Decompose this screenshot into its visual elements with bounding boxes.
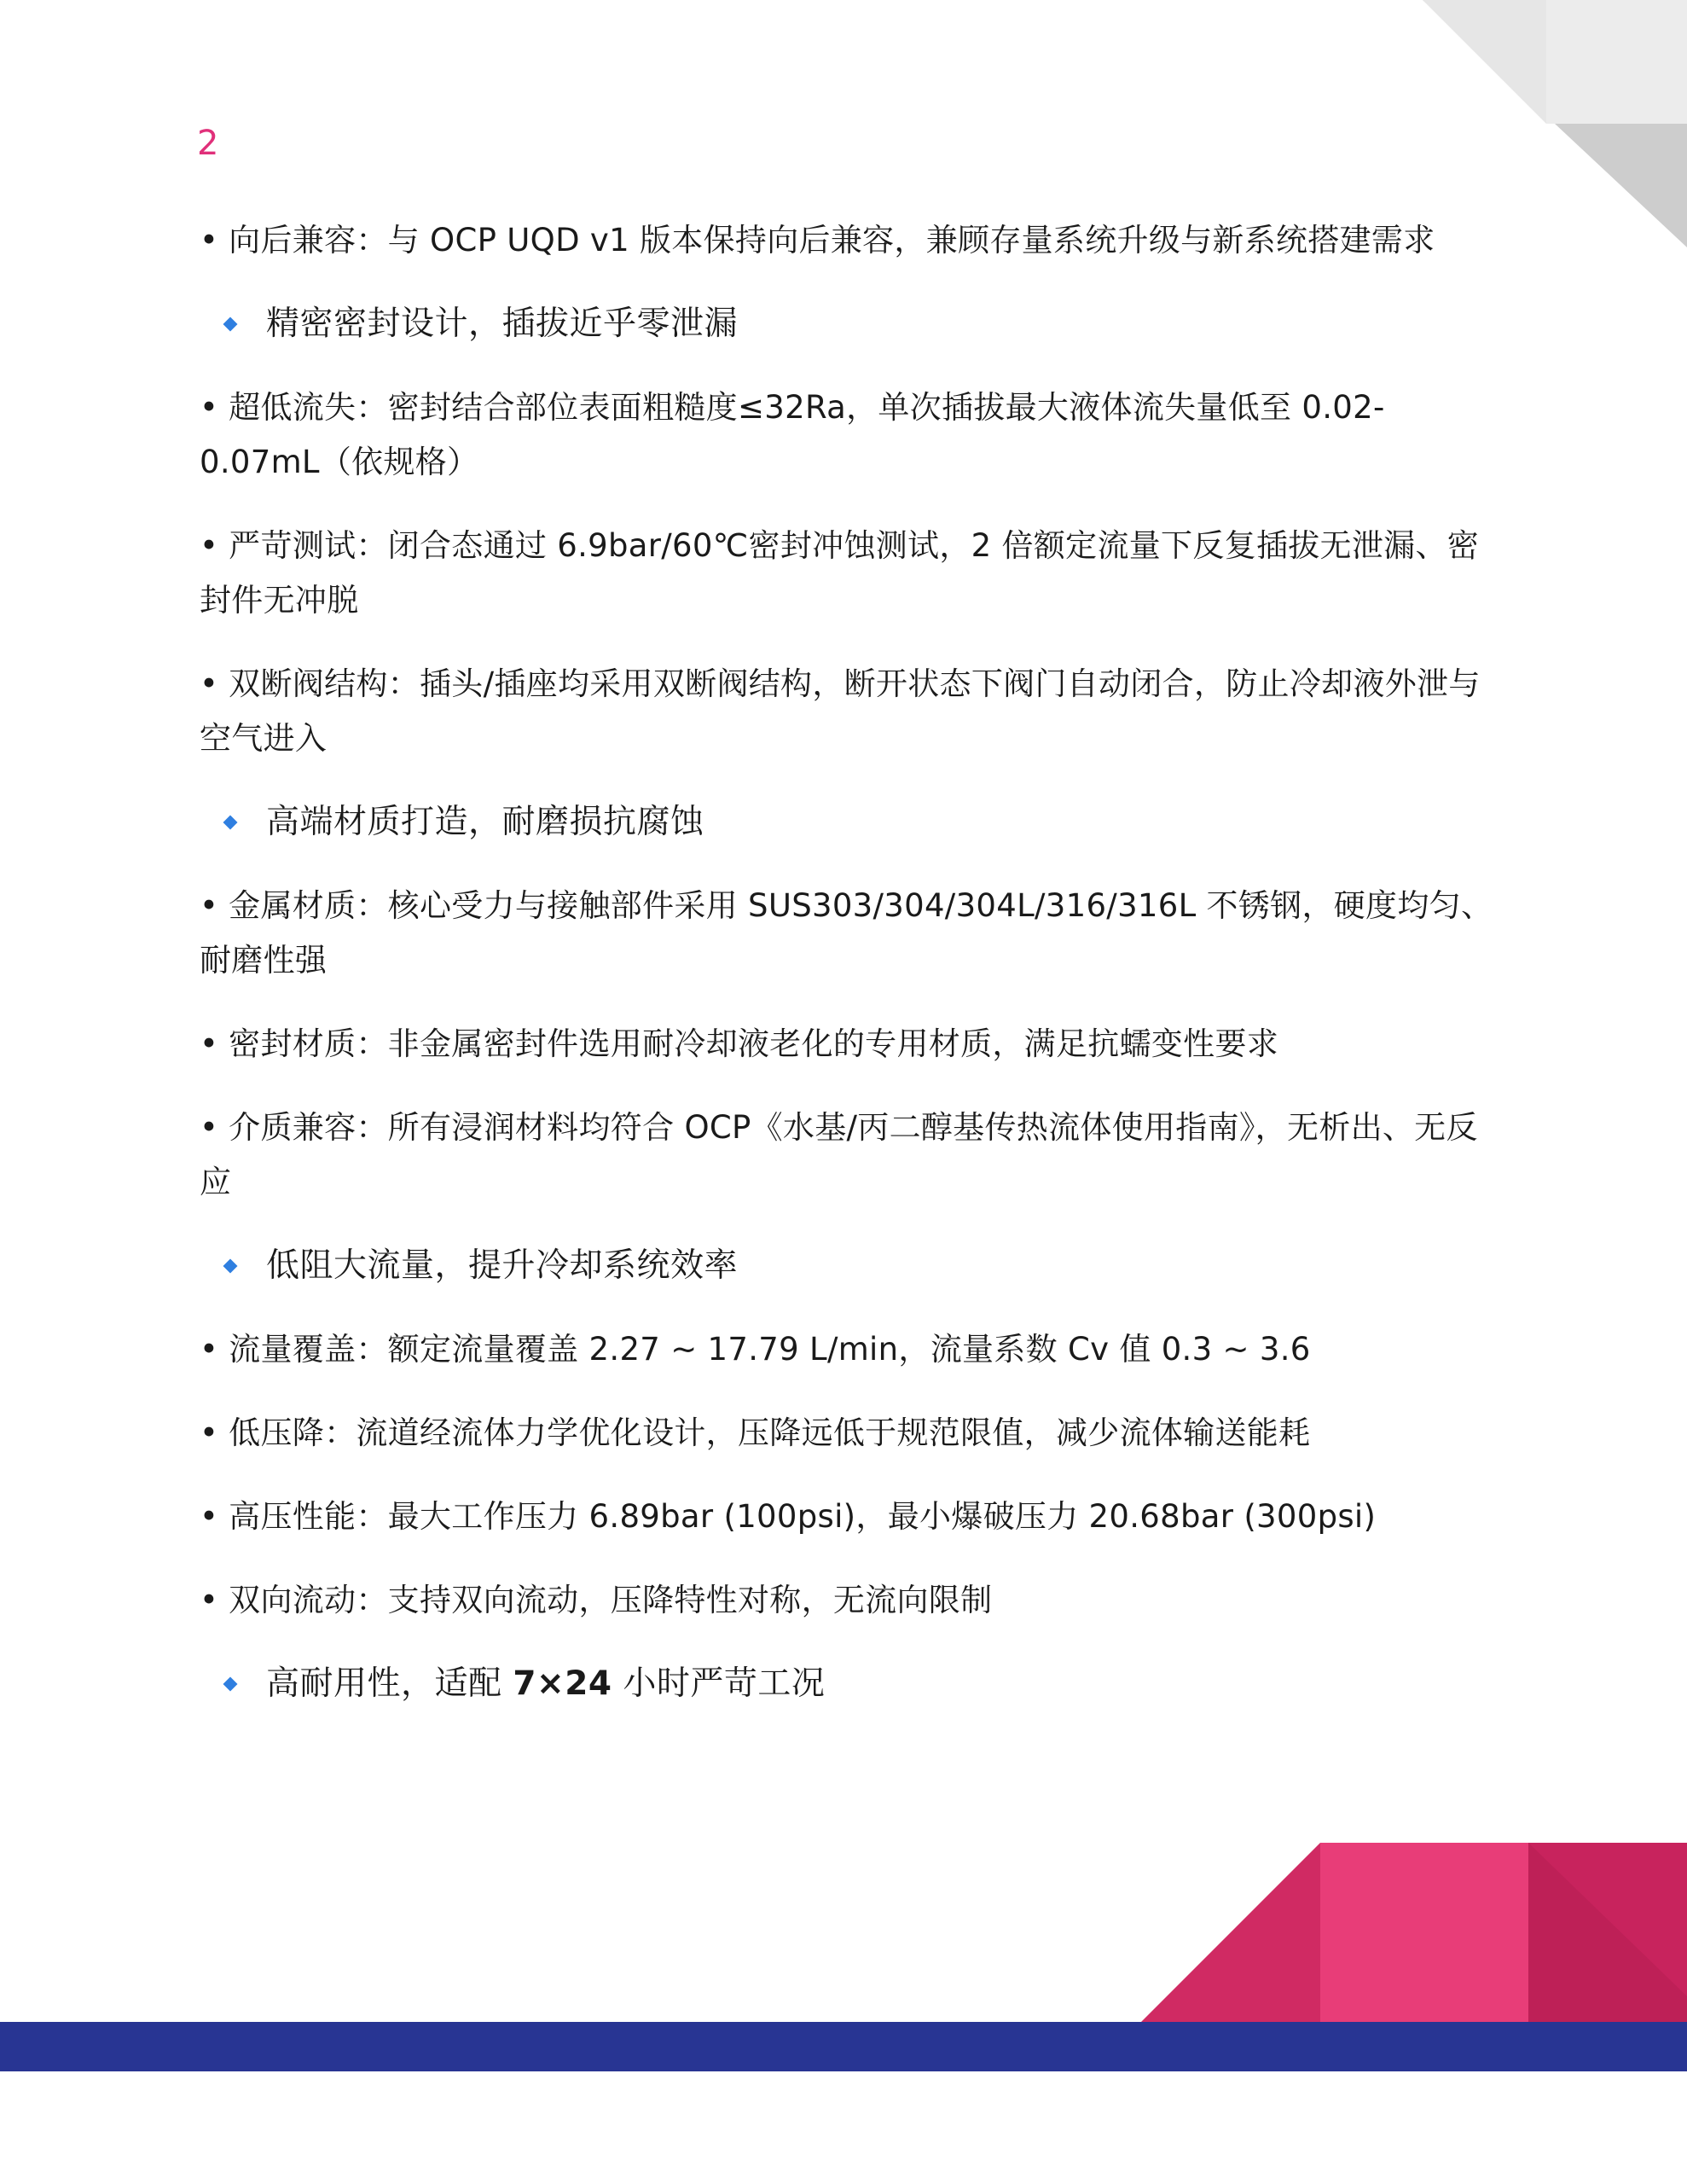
section-heading-materials	[210, 795, 1496, 850]
document-body	[200, 213, 1496, 1740]
heading-text: 低阻大流量，提升冷却系统效率	[266, 1246, 739, 1285]
heading-text: 精密密封设计，插拔近乎零泄漏	[266, 305, 739, 343]
heading-text	[266, 1657, 825, 1711]
heading-text-before: 高耐用性，适配	[266, 1664, 513, 1703]
diamond-icon	[223, 1677, 238, 1692]
bullet-metal-material: • 金属材质：核心受力与接触部件采用 SUS303/304/304L/316/316L 不锈钢，硬度均匀、耐磨性强	[200, 887, 1493, 979]
section-heading-durability	[210, 1657, 1496, 1711]
heading-text-after: 小时严苛工况	[612, 1664, 826, 1703]
bullet-flow-coverage: • 流量覆盖：额定流量覆盖 2.27 ~ 17.79 L/min，流量系数 Cv 值 0.3 ~ 3.6	[200, 1331, 1311, 1368]
section-heading-flow	[210, 1239, 1496, 1293]
heading-text-bold: 7×24	[513, 1664, 612, 1703]
bullet-dual-valve: • 双断阀结构：插头/插座均采用双断阀结构，断开状态下阀门自动闭合，防止冷却液外泄与空气进入	[200, 665, 1481, 757]
diamond-icon	[223, 816, 238, 830]
bullet-strict-testing: • 严苛测试：闭合态通过 6.9bar/60℃密封冲蚀测试，2 倍额定流量下反复插拔无泄漏、密封件无冲脱	[200, 527, 1480, 619]
bullet-media-compat: • 介质兼容：所有浸润材料均符合 OCP《水基/丙二醇基传热流体使用指南》，无析出、无反应	[200, 1109, 1478, 1200]
corner-decoration-top	[1423, 0, 1687, 247]
footer-band	[0, 2022, 1687, 2071]
bullet-backward-compat: • 向后兼容：与 OCP UQD v1 版本保持向后兼容，兼顾存量系统升级与新系统搭建需求	[200, 222, 1435, 258]
bullet-bidirectional-flow: • 双向流动：支持双向流动，压降特性对称，无流向限制	[200, 1582, 993, 1618]
bullet-high-pressure: • 高压性能：最大工作压力 6.89bar (100psi)，最小爆破压力 20.68bar (300psi)	[200, 1498, 1377, 1535]
corner-decoration-bottom	[1141, 1843, 1687, 2022]
diamond-icon	[223, 1259, 238, 1274]
heading-text: 高端材质打造，耐磨损抗腐蚀	[266, 803, 704, 841]
section-heading-sealing	[210, 297, 1496, 351]
bullet-seal-material: • 密封材质：非金属密封件选用耐冷却液老化的专用材质，满足抗蠕变性要求	[200, 1025, 1279, 1062]
bullet-low-pressure-drop: • 低压降：流道经流体力学优化设计，压降远低于规范限值，减少流体输送能耗	[200, 1414, 1311, 1451]
page-number: 2	[197, 124, 219, 163]
diamond-icon	[223, 317, 238, 332]
bullet-ultra-low-loss: • 超低流失：密封结合部位表面粗糙度≤32Ra，单次插拔最大液体流失量低至 0.02-0.07mL（依规格）	[200, 389, 1385, 480]
